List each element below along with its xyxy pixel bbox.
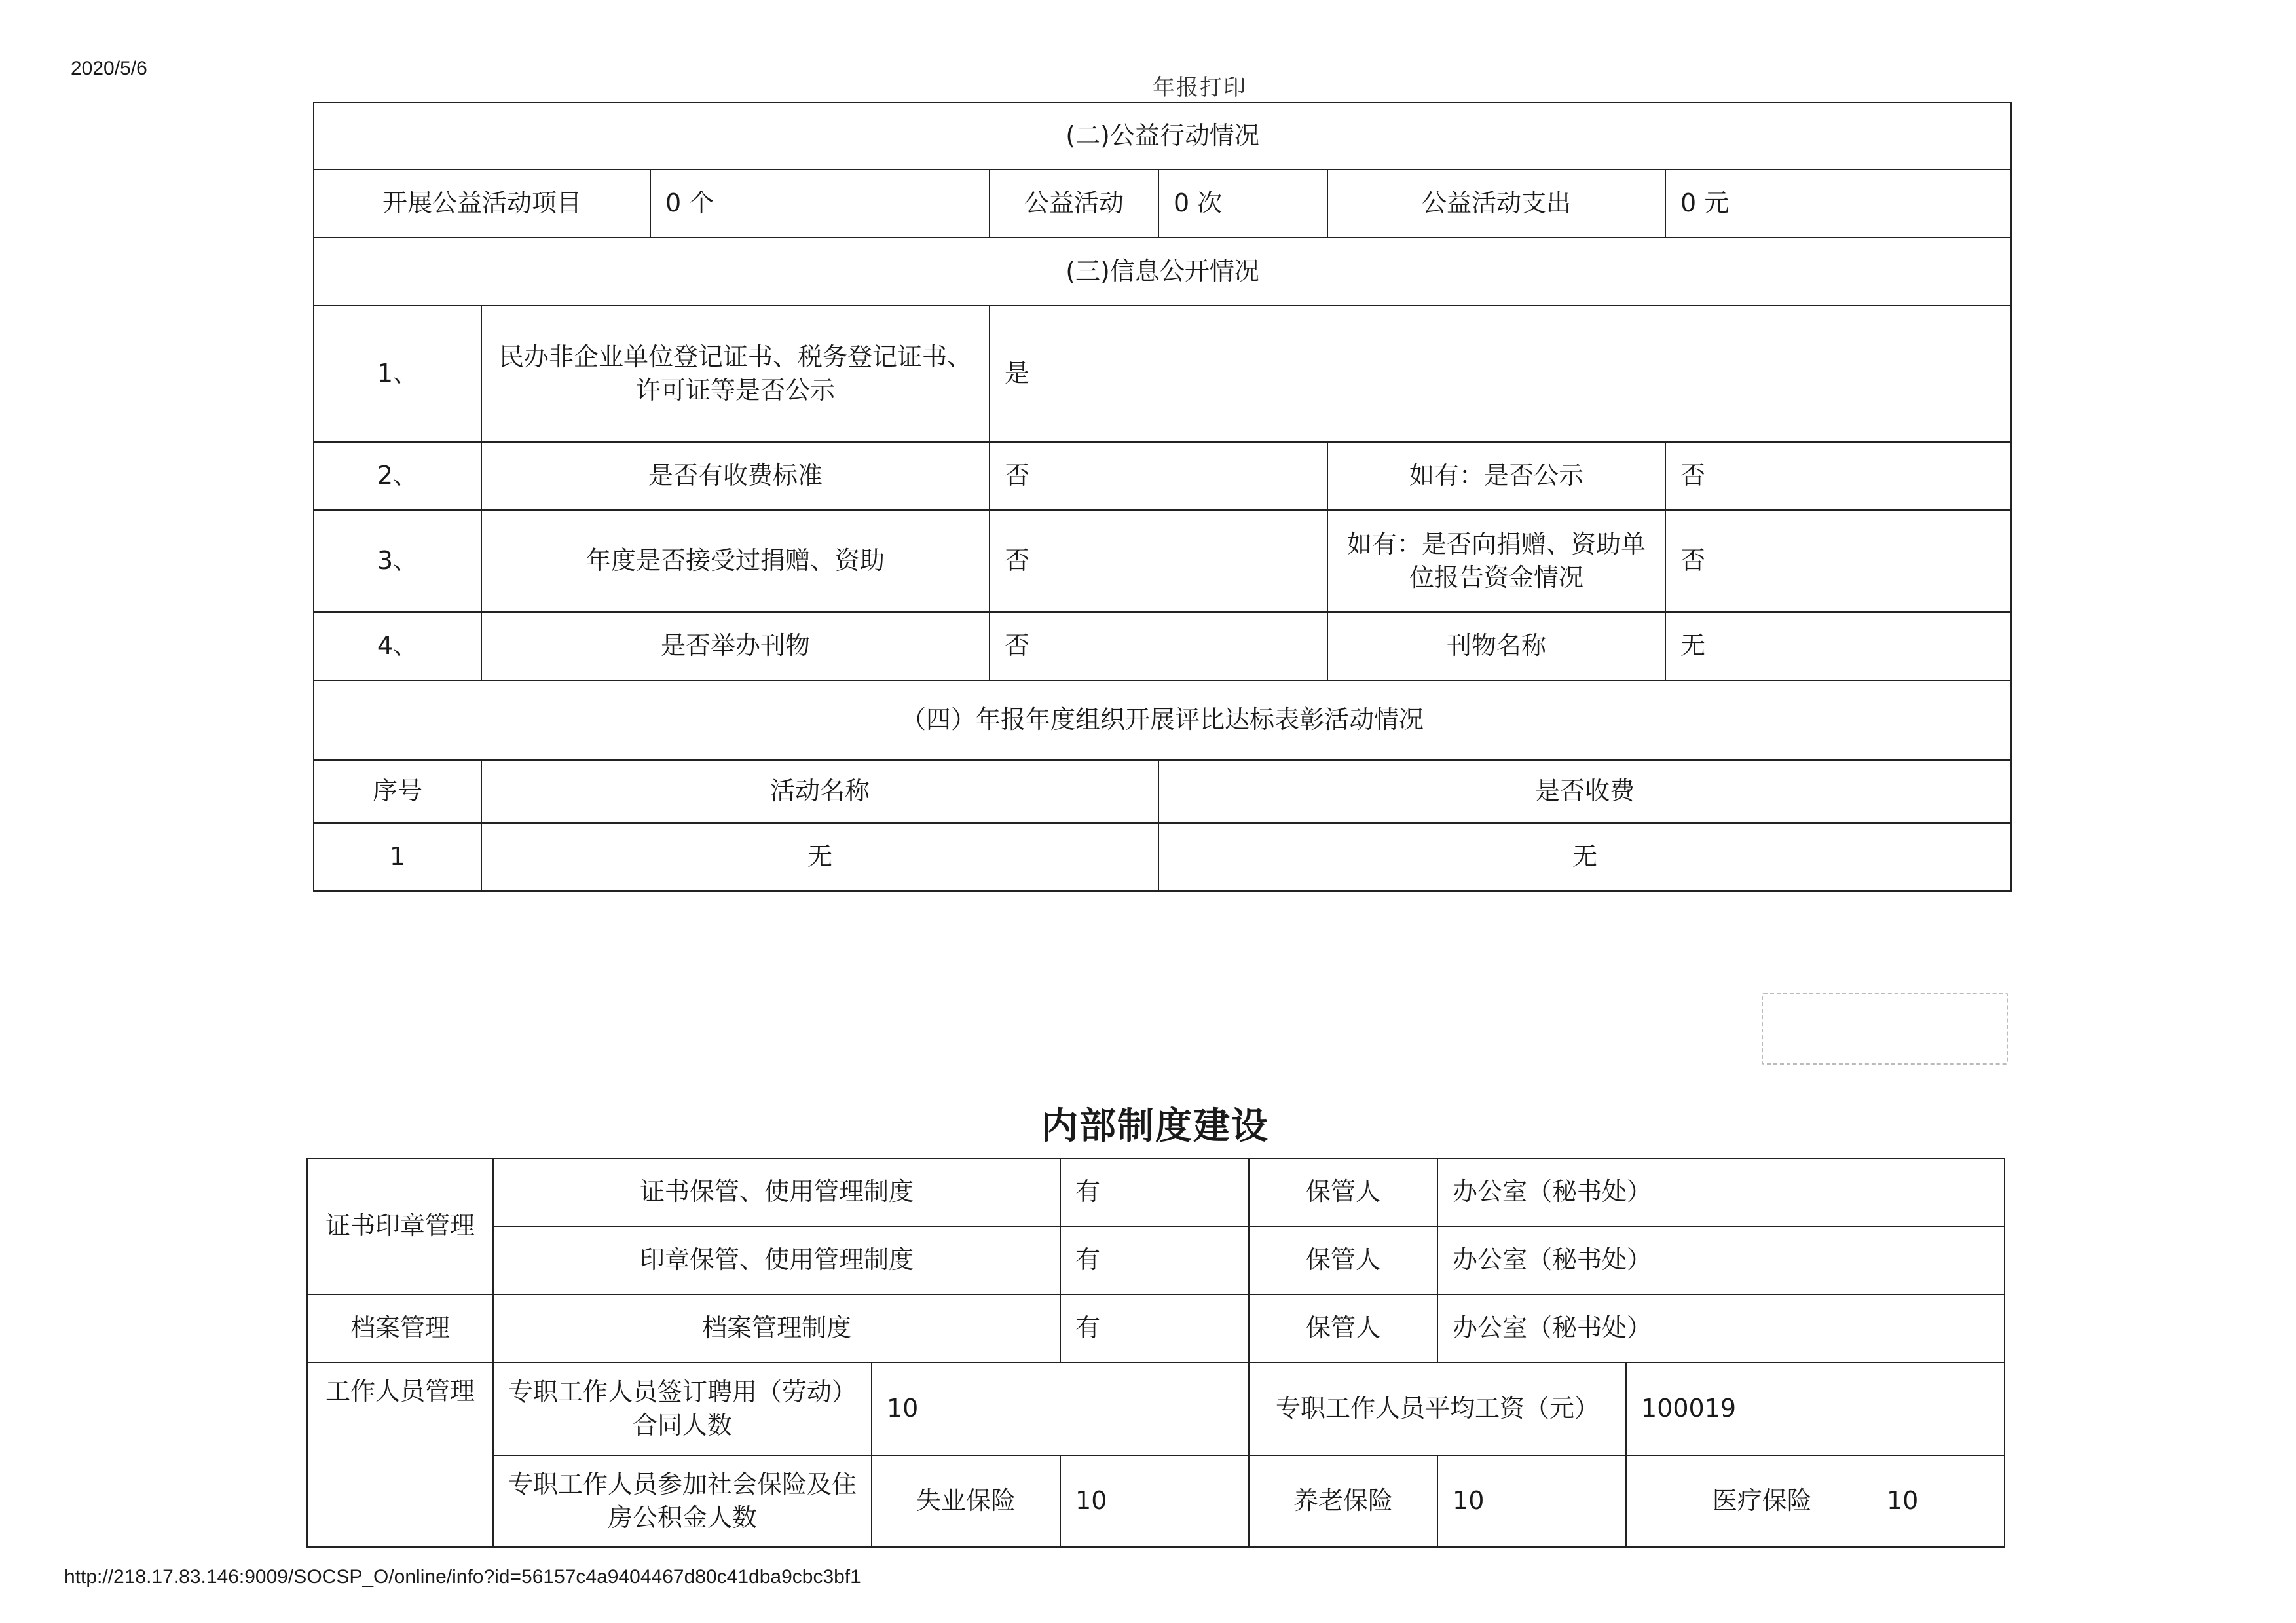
disclosure-answer: 否 (990, 442, 1327, 510)
disclosure-answer: 否 (990, 510, 1327, 612)
internal-system-heading: 内部制度建设 (1041, 1105, 1269, 1148)
archive-keeper: 办公室（秘书处） (1437, 1294, 2005, 1362)
disclosure-followup-label: 如有：是否向捐赠、资助单位报告资金情况 (1327, 510, 1665, 612)
staff-insurance-label: 专职工作人员参加社会保险及住房公积金人数 (493, 1455, 872, 1547)
table-row (314, 306, 2011, 442)
medical-label: 医疗保险 (1712, 1486, 1812, 1516)
internal-system-table (306, 1158, 2005, 1548)
medical-value: 10 (1886, 1486, 1919, 1516)
awards-row-no: 1 (314, 823, 481, 891)
medical-cell (1626, 1455, 2005, 1547)
seal-has: 有 (1060, 1226, 1249, 1294)
table-row (314, 442, 2011, 510)
awards-col-no: 序号 (314, 760, 481, 823)
awards-col-fee: 是否收费 (1158, 760, 2011, 823)
staff-salary-value: 100019 (1626, 1362, 2005, 1455)
seal-keeper-label: 保管人 (1249, 1226, 1437, 1294)
disclosure-followup-label: 如有：是否公示 (1327, 442, 1665, 510)
welfare-expense-value: 0 元 (1665, 170, 2011, 238)
staff-contract-value: 10 (872, 1362, 1249, 1455)
print-date: 2020/5/6 (71, 58, 147, 79)
disclosure-row-number: 2、 (314, 442, 481, 510)
welfare-projects-value: 0 个 (650, 170, 990, 238)
archive-category: 档案管理 (307, 1294, 493, 1362)
table-row (307, 1226, 2005, 1294)
staff-contract-label: 专职工作人员签订聘用（劳动）合同人数 (493, 1362, 872, 1455)
awards-row-name: 无 (481, 823, 1158, 891)
cert-seal-category: 证书印章管理 (307, 1158, 493, 1294)
pension-value: 10 (1437, 1455, 1626, 1547)
disclosure-answer: 是 (990, 306, 2011, 442)
disclosure-row-number: 3、 (314, 510, 481, 612)
staff-salary-label: 专职工作人员平均工资（元） (1249, 1362, 1626, 1455)
disclosure-row-number: 1、 (314, 306, 481, 442)
section-public-welfare-title: (二)公益行动情况 (314, 103, 2011, 170)
footer-url: http://218.17.83.146:9009/SOCSP_O/online/info?id=56157c4a9404467d80c41dba9cbc3bf1 (64, 1566, 861, 1588)
table-row (307, 1455, 2005, 1547)
pension-label: 养老保险 (1249, 1455, 1437, 1547)
disclosure-question: 是否有收费标准 (481, 442, 990, 510)
welfare-expense-label: 公益活动支出 (1327, 170, 1665, 238)
section-awards-title: （四）年报年度组织开展评比达标表彰活动情况 (314, 680, 2011, 760)
welfare-activities-value: 0 次 (1158, 170, 1327, 238)
cert-item: 证书保管、使用管理制度 (493, 1158, 1060, 1226)
section-info-disclosure-title: (三)信息公开情况 (314, 238, 2011, 306)
annual-report-table (313, 102, 2012, 892)
unemployment-label: 失业保险 (872, 1455, 1060, 1547)
welfare-projects-label: 开展公益活动项目 (314, 170, 650, 238)
cert-keeper: 办公室（秘书处） (1437, 1158, 2005, 1226)
table-row (314, 510, 2011, 612)
blank-stamp-box (1762, 993, 2008, 1065)
cert-has: 有 (1060, 1158, 1249, 1226)
cert-keeper-label: 保管人 (1249, 1158, 1437, 1226)
disclosure-followup-answer: 否 (1665, 510, 2011, 612)
seal-keeper: 办公室（秘书处） (1437, 1226, 2005, 1294)
table-row (314, 823, 2011, 891)
table-row (307, 1362, 2005, 1455)
table-row (314, 612, 2011, 680)
archive-keeper-label: 保管人 (1249, 1294, 1437, 1362)
disclosure-followup-answer: 无 (1665, 612, 2011, 680)
seal-item: 印章保管、使用管理制度 (493, 1226, 1060, 1294)
disclosure-question: 民办非企业单位登记证书、税务登记证书、许可证等是否公示 (481, 306, 990, 442)
disclosure-answer: 否 (990, 612, 1327, 680)
staff-category: 工作人员管理 (307, 1362, 493, 1547)
archive-item: 档案管理制度 (493, 1294, 1060, 1362)
welfare-activities-label: 公益活动 (990, 170, 1158, 238)
archive-has: 有 (1060, 1294, 1249, 1362)
disclosure-followup-label: 刊物名称 (1327, 612, 1665, 680)
table-row (307, 1294, 2005, 1362)
unemployment-value: 10 (1060, 1455, 1249, 1547)
disclosure-question: 是否举办刊物 (481, 612, 990, 680)
awards-col-name: 活动名称 (481, 760, 1158, 823)
disclosure-followup-answer: 否 (1665, 442, 2011, 510)
disclosure-row-number: 4、 (314, 612, 481, 680)
page-header-title: 年报打印 (1153, 75, 1247, 101)
table-row (307, 1158, 2005, 1226)
disclosure-question: 年度是否接受过捐赠、资助 (481, 510, 990, 612)
awards-row-fee: 无 (1158, 823, 2011, 891)
